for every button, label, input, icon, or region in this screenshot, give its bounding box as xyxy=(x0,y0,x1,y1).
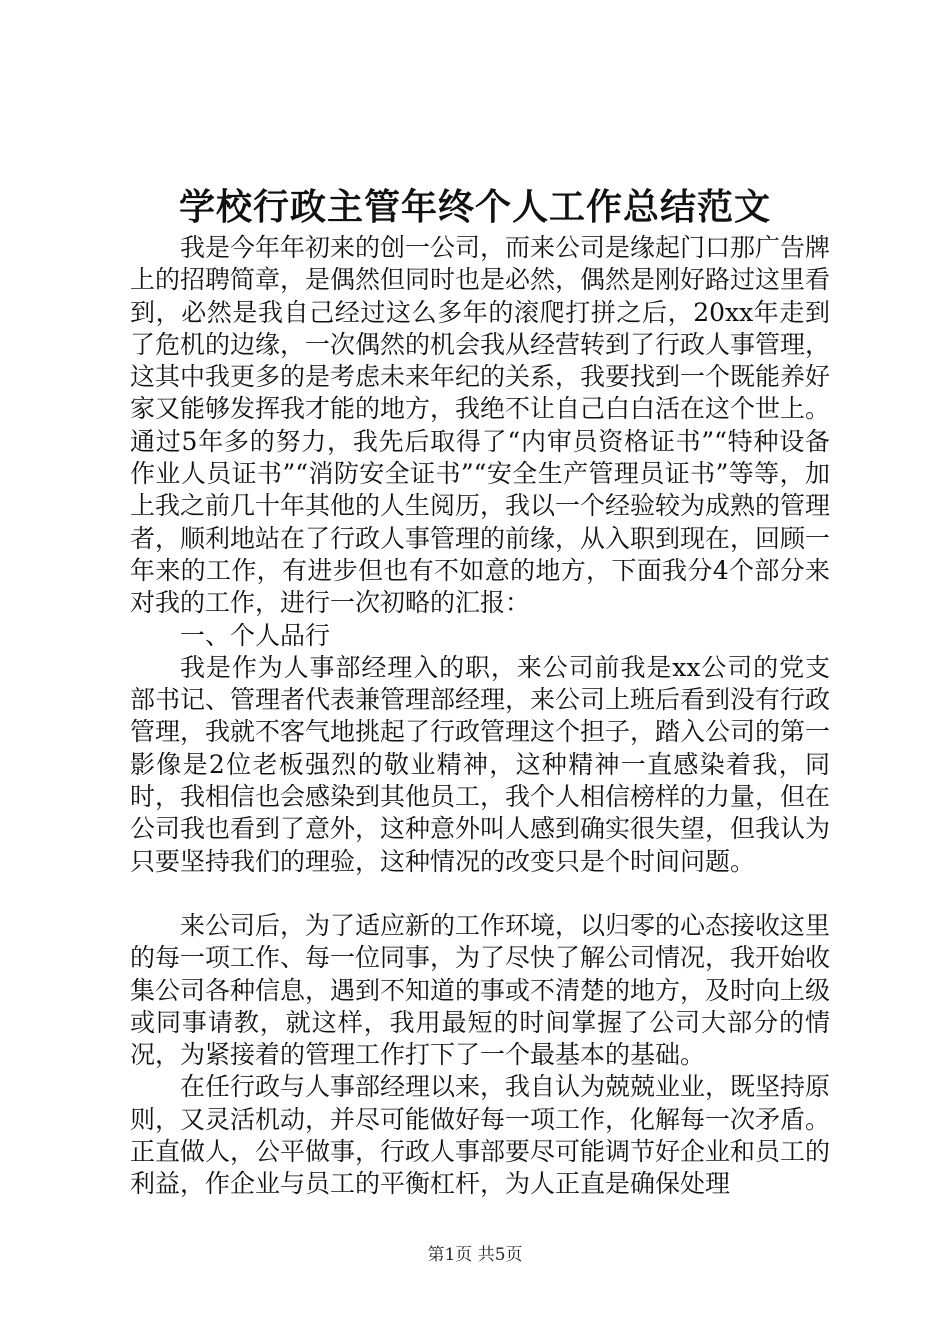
paragraph-adaptation: 来公司后，为了适应新的工作环境，以归零的心态接收这里的每一项工作、每一位同事，为了尽快了解公司情况，我开始收集公司各种信息，遇到不知道的事或不清楚的地方，及时向上级或同事请教，就这样，我用最短的时间掌握了公司大部分的情况，为紧接着的管理工作打下了一个最基本的基础。 xyxy=(130,910,831,1070)
document-body xyxy=(130,232,830,1201)
paragraph-responsibilities: 在任行政与人事部经理以来，我自认为兢兢业业，既坚持原则，又灵活机动，并尽可能做好每一项工作，化解每一次矛盾。正直做人，公平做事，行政人事部要尽可能调节好企业和员工的利益，作企业与员工的平衡杠杆，为人正直是确保处理 xyxy=(130,1072,831,1199)
section-heading-personal-conduct: 一、个人品行 xyxy=(180,620,331,650)
page-number-footer: 第1页 共5页 xyxy=(427,1245,523,1265)
paragraph-conduct: 我是作为人事部经理入的职，来公司前我是xx公司的党支部书记、管理者代表兼管理部经理，来公司上班后看到没有行政管理，我就不客气地挑起了行政管理这个担子，踏入公司的第一影像是2位老板强烈的敬业精神，这种精神一直感染着我，同时，我相信也会感染到其他员工，我个人相信榜样的力量，但在公司我也看到了意外，这种意外叫人感到确实很失望，但我认为只要坚持我们的理验，这种情况的改变只是个时间问题。 xyxy=(130,652,831,876)
paragraph-gap xyxy=(130,878,830,910)
document-title: 学校行政主管年终个人工作总结范文 xyxy=(178,186,771,228)
paragraph-intro: 我是今年年初来的创一公司，而来公司是缘起门口那广告牌上的招聘简章，是偶然但同时也是必然，偶然是刚好路过这里看到，必然是我自己经过这么多年的滚爬打拼之后，20xx年走到了危机的边缘，一次偶然的机会我从经营转到了行政人事管理，这其中我更多的是考虑未来年纪的关系，我要找到一个既能养好家又能够发挥我才能的地方，我绝不让自己白白活在这个世上。通过5年多的努力，我先后取得了“内审员资格证书”“特种设备作业人员证书”“消防安全证书”“安全生产管理员证书”等等，加上我之前几十年其他的人生阅历，我以一个经验较为成熟的管理者，顺利地站在了行政人事管理的前缘，从入职到现在，回顾一年来的工作，有进步但也有不如意的地方，下面我分4个部分来对我的工作，进行一次初略的汇报： xyxy=(130,233,831,618)
